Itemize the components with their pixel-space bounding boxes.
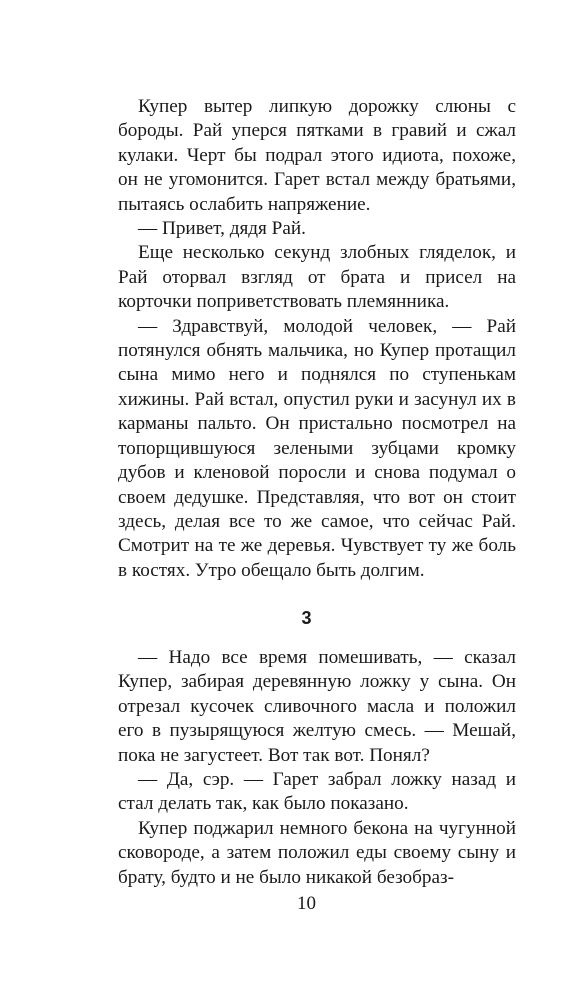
text-section-2 <box>118 646 516 890</box>
chapter-number: 3 <box>301 608 312 628</box>
paragraph: — Да, сэр. — Гарет забрал ложку назад и стал делать так, как было показано. <box>118 769 516 815</box>
paragraph: — Привет, дядя Рай. <box>138 218 306 240</box>
paragraph: Еще несколько секунд злобных гляделок, и Рай оторвал взгляд от брата и присел на корточки поприветствовать племянника. <box>118 242 516 313</box>
paragraph: Купер вытер липкую дорожку слюны с бороды. Рай уперся пятками в гравий и сжал кулаки. Черт бы подрал этого идиота, похоже, он не угомонится. Гарет встал между братьями, пытаясь ослабить напряжение. <box>118 96 516 215</box>
text-section-1 <box>118 95 516 583</box>
page-number: 10 <box>297 893 316 914</box>
paragraph: — Здравствуй, молодой человек, — Рай потянулся обнять мальчика, но Купер протащил сына мимо него и поднялся по ступенькам хижины. Рай встал, опустил руки и засунул их в карманы пальто. Он пристально посмотрел на топорщившуюся зелеными зубцами кромку дубов и кленовой поросли и снова подумал о своем дедушке. Представляя, что вот он стоит здесь, делая все то же самое, что сейчас Рай. Смотрит на те же деревья. Чувствует ту же боль в костях. Утро обещало быть долгим. <box>118 315 516 581</box>
paragraph: Купер поджарил немного бекона на чугунной сковороде, а затем положил еды своему сыну и брату, будто и не было никакой безобраз- <box>118 817 516 888</box>
paragraph: — Надо все время помешивать, — сказал Купер, забирая деревянную ложку у сына. Он отрезал кусочек сливочного масла и положил его в пузырящуюся желтую смесь. — Мешай, пока не загустеет. Вот так вот. Понял? <box>118 647 516 766</box>
